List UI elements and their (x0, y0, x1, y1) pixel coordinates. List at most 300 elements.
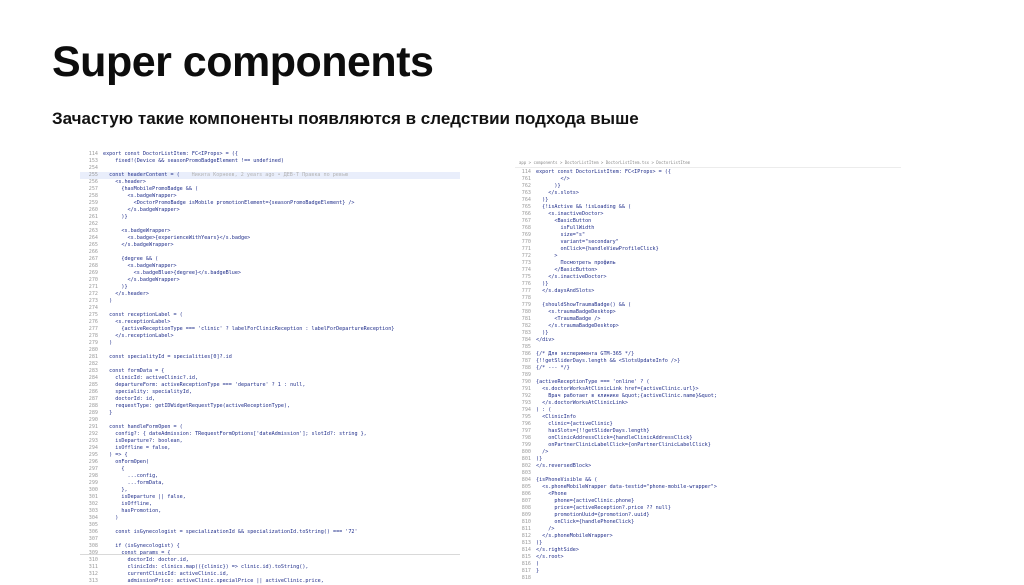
line-number: 287 (88, 396, 98, 402)
code-text: if (isGynecologist) { (103, 543, 180, 549)
code-text: <s.receptionLabel> (103, 319, 171, 325)
code-text: onPartnerClinicLabelClick={onPartnerClinicLabelClick} (536, 442, 711, 448)
code-line (80, 403, 460, 410)
code-text: )} (536, 330, 549, 336)
code-text: const params = { (103, 550, 171, 556)
code-line (80, 200, 460, 207)
line-number: 291 (88, 424, 98, 430)
code-text: ) (536, 561, 540, 567)
code-text: <s.badge>{experienceWithYears}</s.badge> (103, 235, 251, 241)
code-text: size="s" (536, 232, 586, 238)
code-line (80, 228, 460, 235)
line-number: 792 (521, 393, 531, 399)
line-number: 312 (88, 571, 98, 577)
code-line (515, 288, 901, 295)
code-text: promotionUuid={promotion?.uuid} (536, 512, 650, 518)
code-text: const specialityId = specialities[0]?.id (103, 354, 232, 360)
code-text: config?: { dateAdmission: TRequestFormOptions['dateAdmission']; slotId?: string }, (103, 431, 367, 437)
code-line (80, 557, 460, 564)
code-text: isDeparture || false, (103, 494, 186, 500)
code-line (515, 435, 901, 442)
code-text: <s.inactiveDoctor> (536, 211, 604, 217)
code-line (515, 260, 901, 267)
code-text: </s.header> (103, 291, 150, 297)
code-text: hasSlots={!!getSliderDays.length} (536, 428, 650, 434)
code-text: {activeReceptionType === 'online' ? ( (536, 379, 650, 385)
line-number: 279 (88, 340, 98, 346)
code-line (80, 172, 460, 179)
code-text: {!isActive && !isLoading && ( (536, 204, 632, 210)
code-line (515, 379, 901, 386)
code-line (515, 407, 901, 414)
code-text: price={activeReception?.price ?? null} (536, 505, 671, 511)
line-number: 256 (88, 179, 98, 185)
code-text: <s.badgeBlue>{degree}</s.badgeBlue> (103, 270, 242, 276)
line-number: 294 (88, 445, 98, 451)
code-line (515, 519, 901, 526)
line-number: 765 (521, 204, 531, 210)
line-number: 295 (88, 452, 98, 458)
code-line (80, 242, 460, 249)
line-number: 114 (521, 169, 531, 175)
code-text: ) (103, 515, 119, 521)
line-number: 818 (521, 575, 531, 581)
code-line (515, 176, 901, 183)
code-text: > (536, 253, 558, 259)
code-line (80, 417, 460, 424)
code-line (515, 540, 901, 547)
line-number: 265 (88, 242, 98, 248)
code-line (80, 298, 460, 305)
code-text: {!!getSliderDays.length && <SlotsUpdateInfo />} (536, 358, 681, 364)
line-number: 302 (88, 501, 98, 507)
line-number: 114 (88, 151, 98, 157)
line-number: 258 (88, 193, 98, 199)
line-number: 280 (88, 347, 98, 353)
code-line (80, 186, 460, 193)
code-line (515, 526, 901, 533)
code-line (80, 487, 460, 494)
code-line (515, 442, 901, 449)
line-number: 271 (88, 284, 98, 290)
code-line (515, 183, 901, 190)
line-number: 762 (521, 183, 531, 189)
line-number: 789 (521, 372, 531, 378)
line-number: 796 (521, 421, 531, 427)
line-number: 767 (521, 218, 531, 224)
code-text: doctorId: id, (103, 396, 156, 402)
code-text: <DoctorPromoBadge isMobile promotionElement={seasonPromoBadgeElement} /> (103, 200, 355, 206)
line-number: 783 (521, 330, 531, 336)
code-line (515, 281, 901, 288)
line-number: 772 (521, 253, 531, 259)
code-text: ) (103, 298, 113, 304)
code-text: }, (103, 487, 128, 493)
code-line (80, 284, 460, 291)
code-text: } (536, 568, 540, 574)
line-number: 816 (521, 561, 531, 567)
code-text: fixed!(Device && seasonPromoBadgeElement !== undefined) (103, 158, 284, 164)
code-line (80, 165, 460, 172)
code-line (515, 400, 901, 407)
line-number: 786 (521, 351, 531, 357)
code-text: {isPhoneVisible && ( (536, 477, 598, 483)
code-line (515, 386, 901, 393)
code-text: )} (536, 183, 561, 189)
line-number: 278 (88, 333, 98, 339)
code-text: ...config, (103, 473, 159, 479)
code-text: {activeReceptionType === 'clinic' ? labelForClinicReception : labelForDepartureReception} (103, 326, 395, 332)
code-text: <s.phoneMobileWrapper data-testid="phone-mobile-wrapper"> (536, 484, 717, 490)
code-line (80, 291, 460, 298)
line-number: 775 (521, 274, 531, 280)
code-text: export const DoctorListItem: FC<IProps> = ({ (103, 151, 238, 157)
code-line (80, 277, 460, 284)
code-line (80, 312, 460, 319)
line-number: 290 (88, 417, 98, 423)
line-number: 768 (521, 225, 531, 231)
line-number: 254 (88, 165, 98, 171)
line-number: 769 (521, 232, 531, 238)
code-line (515, 267, 901, 274)
line-number: 785 (521, 344, 531, 350)
code-line (515, 470, 901, 477)
code-text: onClick={handlePhoneClick} (536, 519, 635, 525)
slide-subtitle: Зачастую такие компоненты появляются в следствии подхода выше (52, 109, 639, 128)
code-text: isFullWidth (536, 225, 595, 231)
code-text: {/* Для эксперимента GTM-365 */} (536, 351, 635, 357)
code-text: const isGynecologist = specializationId && specializationId.toString() === '72' (103, 529, 358, 535)
line-number: 307 (88, 536, 98, 542)
line-number: 791 (521, 386, 531, 392)
line-number: 260 (88, 207, 98, 213)
code-line (515, 484, 901, 491)
code-line (515, 323, 901, 330)
code-line (80, 221, 460, 228)
code-text: <s.badgeWrapper> (103, 263, 177, 269)
line-number: 292 (88, 431, 98, 437)
code-line (515, 505, 901, 512)
code-line (80, 270, 460, 277)
line-number: 808 (521, 505, 531, 511)
code-text: } (103, 410, 113, 416)
code-line (80, 445, 460, 452)
line-number: 776 (521, 281, 531, 287)
line-number: 805 (521, 484, 531, 490)
code-line (80, 571, 460, 578)
line-number: 284 (88, 375, 98, 381)
code-text: </BasicButton> (536, 267, 598, 273)
code-line (515, 372, 901, 379)
line-number: 259 (88, 200, 98, 206)
line-number: 797 (521, 428, 531, 434)
line-number: 305 (88, 522, 98, 528)
code-screenshot-right (515, 158, 901, 581)
git-blame-hint: Никита Корнеев, 2 years ago • ДЕВ-Т Правка по ревью (191, 172, 349, 178)
code-line (515, 169, 901, 176)
code-line (80, 522, 460, 529)
line-number: 812 (521, 533, 531, 539)
code-line (80, 452, 460, 459)
code-line (515, 274, 901, 281)
code-line (515, 358, 901, 365)
code-line (80, 249, 460, 256)
line-number: 766 (521, 211, 531, 217)
code-text: ...formData, (103, 480, 165, 486)
line-number: 800 (521, 449, 531, 455)
line-number: 262 (88, 221, 98, 227)
line-number: 807 (521, 498, 531, 504)
code-line (80, 424, 460, 431)
code-text: <Phone (536, 491, 567, 497)
code-line (80, 466, 460, 473)
line-number: 261 (88, 214, 98, 220)
code-text: const formData = { (103, 368, 165, 374)
line-number: 761 (521, 176, 531, 182)
code-lines (80, 150, 460, 585)
line-number: 773 (521, 260, 531, 266)
code-text: <ClinicInfo (536, 414, 576, 420)
line-number: 301 (88, 494, 98, 500)
line-number: 810 (521, 519, 531, 525)
line-number: 274 (88, 305, 98, 311)
code-line (515, 449, 901, 456)
code-text: <s.badgeWrapper> (103, 228, 171, 234)
code-line (80, 158, 460, 165)
code-screenshot-left (80, 150, 460, 584)
line-number: 811 (521, 526, 531, 532)
code-text: variant="secondary" (536, 239, 619, 245)
code-text: </s.reversedBlock> (536, 463, 592, 469)
code-text: Посмотреть профиль (536, 260, 616, 266)
code-text: <s.doctorWorksAtClinicLink href={activeClinic.url}> (536, 386, 699, 392)
code-line (515, 491, 901, 498)
code-line (80, 410, 460, 417)
line-number: 269 (88, 270, 98, 276)
code-line (80, 550, 460, 557)
code-line (515, 197, 901, 204)
code-line (80, 361, 460, 368)
code-line (80, 473, 460, 480)
code-text: { (103, 466, 125, 472)
code-text: onFormOpen( (103, 459, 150, 465)
code-line (80, 207, 460, 214)
line-number: 788 (521, 365, 531, 371)
code-line (80, 459, 460, 466)
line-number: 784 (521, 337, 531, 343)
line-number: 798 (521, 435, 531, 441)
line-number: 799 (521, 442, 531, 448)
code-text: <BasicButton (536, 218, 592, 224)
code-line (515, 456, 901, 463)
line-number: 268 (88, 263, 98, 269)
code-line (515, 239, 901, 246)
code-line (515, 568, 901, 575)
code-text: admissionPrice: activeClinic.specialPrice || activeClinic.price, (103, 578, 324, 584)
code-line (515, 351, 901, 358)
code-line (515, 232, 901, 239)
line-number: 303 (88, 508, 98, 514)
code-text: isOffline, (103, 501, 153, 507)
code-text: clinicId: activeClinic?.id, (103, 375, 199, 381)
code-line (80, 536, 460, 543)
code-lines (515, 168, 901, 582)
line-number: 781 (521, 316, 531, 322)
line-number: 311 (88, 564, 98, 570)
line-number: 273 (88, 298, 98, 304)
line-number: 774 (521, 267, 531, 273)
code-line (515, 253, 901, 260)
line-number: 266 (88, 249, 98, 255)
code-text: )} (536, 456, 543, 462)
code-line (80, 151, 460, 158)
code-line (515, 211, 901, 218)
line-number: 310 (88, 557, 98, 563)
code-text: </s.rightSide> (536, 547, 579, 553)
code-text: </s.badgeWrapper> (103, 277, 180, 283)
line-number: 779 (521, 302, 531, 308)
code-line (80, 431, 460, 438)
line-number: 313 (88, 578, 98, 584)
code-text: </s.doctorWorksAtClinicLink> (536, 400, 629, 406)
line-number: 298 (88, 473, 98, 479)
code-text: )} (103, 284, 128, 290)
code-text: </s.badgeWrapper> (103, 242, 174, 248)
code-text: )} (536, 540, 543, 546)
line-number: 308 (88, 543, 98, 549)
code-line (80, 263, 460, 270)
line-number: 770 (521, 239, 531, 245)
line-number: 814 (521, 547, 531, 553)
line-number: 801 (521, 456, 531, 462)
code-text: export const DoctorListItem: FC<IProps> = ({ (536, 169, 671, 175)
line-number: 790 (521, 379, 531, 385)
code-line (80, 193, 460, 200)
line-number: 297 (88, 466, 98, 472)
code-text: ) (103, 340, 113, 346)
line-number: 813 (521, 540, 531, 546)
code-text: )} (536, 281, 549, 287)
code-line (515, 309, 901, 316)
code-text: </s.root> (536, 554, 564, 560)
code-line (80, 305, 460, 312)
code-line (515, 337, 901, 344)
code-text: Врач работает в клинике &quot;{activeClinic.name}&quot; (536, 393, 717, 399)
code-text: </> (536, 176, 570, 182)
code-line (80, 501, 460, 508)
line-number: 300 (88, 487, 98, 493)
code-text: /> (536, 526, 555, 532)
line-number: 282 (88, 361, 98, 367)
line-number: 306 (88, 529, 98, 535)
line-number: 275 (88, 312, 98, 318)
code-line (80, 529, 460, 536)
code-line (515, 547, 901, 554)
code-text: </s.daysAndSlots> (536, 288, 595, 294)
code-line (80, 508, 460, 515)
line-number: 283 (88, 368, 98, 374)
line-number: 806 (521, 491, 531, 497)
code-text: departureForm: activeReceptionType === 'departure' ? 1 : null, (103, 382, 306, 388)
line-number: 771 (521, 246, 531, 252)
code-line (80, 382, 460, 389)
code-line (515, 302, 901, 309)
slide-title: Super components (52, 38, 434, 86)
line-number: 763 (521, 190, 531, 196)
code-line (80, 578, 460, 585)
code-text: {shouldShowTraumaBadge() && ( (536, 302, 632, 308)
code-line (515, 295, 901, 302)
code-text: </div> (536, 337, 555, 343)
line-number: 270 (88, 277, 98, 283)
line-number: 764 (521, 197, 531, 203)
line-number: 777 (521, 288, 531, 294)
line-number: 778 (521, 295, 531, 301)
code-text: hasPromotion, (103, 508, 162, 514)
code-line (515, 330, 901, 337)
code-text: </s.slots> (536, 190, 579, 196)
code-line (80, 389, 460, 396)
line-number: 804 (521, 477, 531, 483)
code-line (515, 393, 901, 400)
code-line (515, 414, 901, 421)
code-line (80, 494, 460, 501)
code-text: </s.badgeWrapper> (103, 207, 180, 213)
code-line (80, 515, 460, 522)
line-number: 780 (521, 309, 531, 315)
code-text: ) => { (103, 452, 128, 458)
line-number: 802 (521, 463, 531, 469)
code-line (80, 319, 460, 326)
code-text: speciality: specialityId, (103, 389, 192, 395)
code-text: const handleFormOpen = ( (103, 424, 183, 430)
line-number: 255 (88, 172, 98, 178)
line-number: 267 (88, 256, 98, 262)
code-line (515, 190, 901, 197)
code-line (80, 235, 460, 242)
code-line (515, 421, 901, 428)
code-line (515, 463, 901, 470)
file-breadcrumb: app > components > DoctorListItem > DoctorListItem.tsx > DoctorListItem (515, 158, 901, 168)
code-line (515, 344, 901, 351)
code-line (80, 564, 460, 571)
code-text: const receptionLabel = ( (103, 312, 183, 318)
code-text: </s.phoneMobileWrapper> (536, 533, 613, 539)
code-line (515, 575, 901, 582)
code-line (515, 533, 901, 540)
code-line (80, 438, 460, 445)
code-line (515, 477, 901, 484)
code-line (80, 256, 460, 263)
line-number: 263 (88, 228, 98, 234)
code-text: requestType: getIDWidgetRequestType(activeReceptionType), (103, 403, 291, 409)
line-number: 296 (88, 459, 98, 465)
line-number: 293 (88, 438, 98, 444)
code-text: {/* --- */} (536, 365, 570, 371)
line-number: 309 (88, 550, 98, 556)
code-text: onClinicAddressClick={handleClinicAddressClick} (536, 435, 693, 441)
line-number: 815 (521, 554, 531, 560)
code-line (515, 428, 901, 435)
line-number: 793 (521, 400, 531, 406)
line-number: 285 (88, 382, 98, 388)
line-number: 794 (521, 407, 531, 413)
line-number: 809 (521, 512, 531, 518)
code-line (80, 333, 460, 340)
line-number: 277 (88, 326, 98, 332)
code-text: /> (536, 449, 549, 455)
code-line (515, 316, 901, 323)
